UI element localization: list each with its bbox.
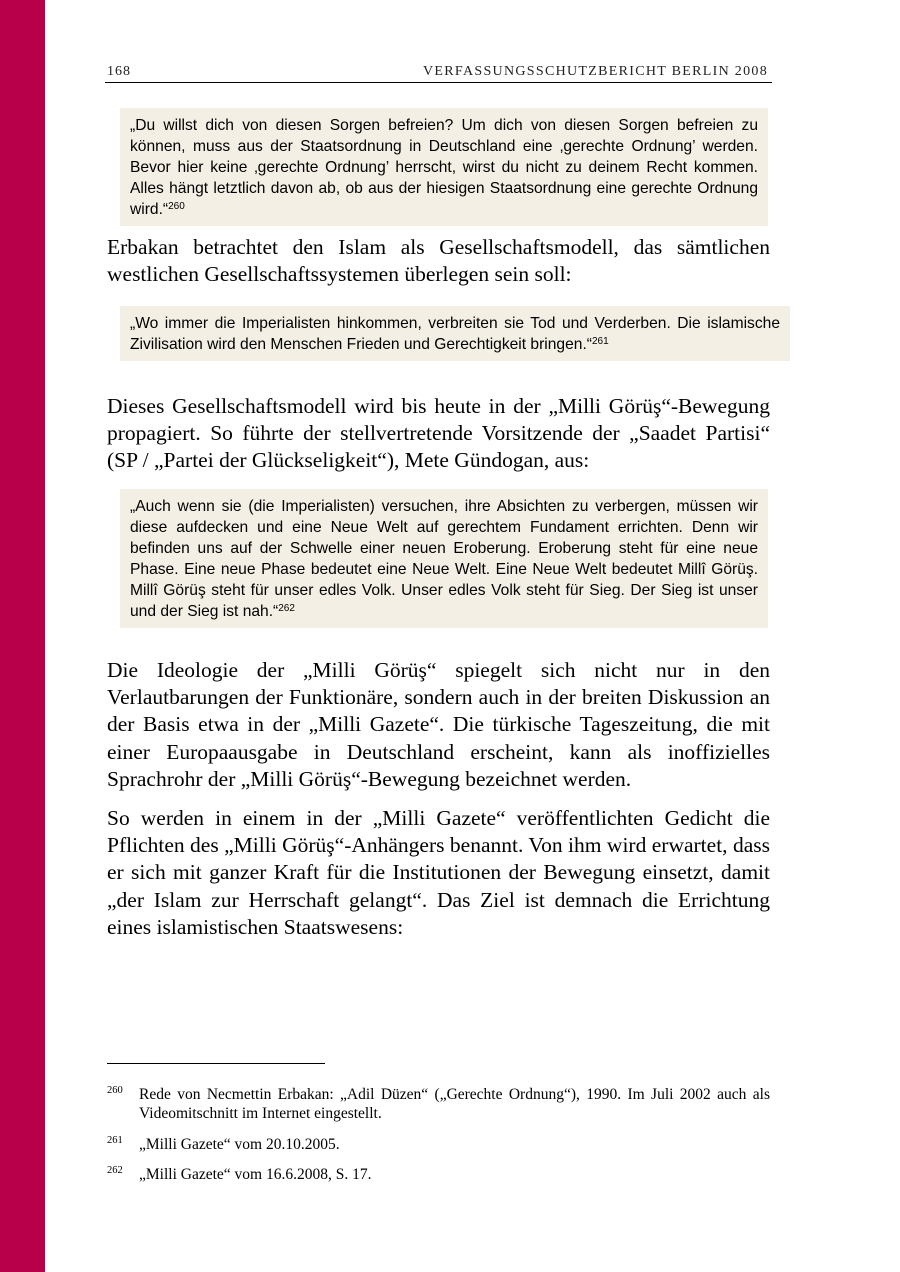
footnote-reference[interactable]: 262 xyxy=(278,603,295,614)
footnote-reference[interactable]: 260 xyxy=(168,201,185,212)
quote-text: „Du willst dich von diesen Sorgen befreien? Um dich von diesen Sorgen befreien zu können, muss aus der Staatsordnung in Deutschland eine ‚gerechte Ordnung’ werden. Bevor hier keine ‚gerechte Ordnung’ herrscht, wirst du nicht zu deinem Recht kommen. Alles hängt letztlich davon ab, ob aus der hiesigen Staatsordnung eine gerechte Ordnung wird.“ xyxy=(130,117,758,218)
footnote-number: 262 xyxy=(107,1165,123,1176)
quote-box-262 xyxy=(120,489,768,628)
footnote-number: 260 xyxy=(107,1085,123,1096)
footnote-260 xyxy=(107,1085,770,1123)
running-header-title: VERFASSUNGSSCHUTZBERICHT BERLIN 2008 xyxy=(423,64,768,79)
page-number: 168 xyxy=(107,64,131,79)
footnote-text: „Milli Gazete“ vom 16.6.2008, S. 17. xyxy=(139,1166,372,1183)
header-rule xyxy=(105,82,772,83)
body-paragraph: Erbakan betrachtet den Islam als Gesellschaftsmodell, das sämtlichen westlichen Gesellschaftssystemen überlegen sein soll: xyxy=(107,235,770,287)
footnote-number: 261 xyxy=(107,1135,123,1146)
body-paragraph: Die Ideologie der „Milli Görüş“ spiegelt sich nicht nur in den Verlautbarungen der Funktionäre, sondern auch in der breiten Diskussion an der Basis etwa in der „Milli Gazete“. Die türkische Tageszeitung, die mit einer Europaausgabe in Deutschland erscheint, kann als inoffizielles Sprachrohr der „Milli Görüş“-Bewegung bezeichnet werden. xyxy=(107,658,770,791)
footnote-261 xyxy=(107,1135,770,1154)
footnote-text: Rede von Necmettin Erbakan: „Adil Düzen“ („Gerechte Ordnung“), 1990. Im Juli 2002 auch als Videomitschnitt im Internet eingestellt. xyxy=(139,1086,770,1122)
body-paragraph: Dieses Gesellschaftsmodell wird bis heute in der „Milli Görüş“-Bewegung propagiert. So führte der stellvertretende Vorsitzende der „Saadet Partisi“ (SP / „Partei der Glückseligkeit“), Mete Gündogan, aus: xyxy=(107,394,770,473)
footnote-text: „Milli Gazete“ vom 20.10.2005. xyxy=(139,1136,340,1153)
quote-text: „Wo immer die Imperialisten hinkommen, verbreiten sie Tod und Verderben. Die islamische Zivilisation wird den Menschen Frieden und Gerechtigkeit bringen.“ xyxy=(130,315,780,353)
quote-box-261 xyxy=(120,306,790,361)
footnote-reference[interactable]: 261 xyxy=(591,336,609,347)
body-paragraph: So werden in einem in der „Milli Gazete“ veröffentlichten Gedicht die Pflichten des „Milli Görüş“-Anhängers benannt. Von ihm wird erwartet, dass er sich mit ganzer Kraft für die Institutionen der Bewegung einsetzt, damit „der Islam zur Herrschaft gelangt“. Das Ziel ist demnach die Errichtung eines islamistischen Staatswesens: xyxy=(107,806,770,939)
footnote-separator xyxy=(107,1063,325,1064)
quote-box-260 xyxy=(120,108,768,226)
footnote-262 xyxy=(107,1165,770,1184)
quote-text: „Auch wenn sie (die Imperialisten) versuchen, ihre Absichten zu verbergen, müssen wir diese aufdecken und eine Neue Welt auf gerechtem Fundament errichten. Denn wir befinden uns auf der Schwelle einer neuen Eroberung. Eroberung steht für eine neue Phase. Eine neue Phase bedeutet eine Neue Welt. Eine Neue Welt bedeutet Millî Görüş. Millî Görüş steht für unser edles Volk. Unser edles Volk steht für Sieg. Der Sieg ist unser und der Sieg ist nah.“ xyxy=(130,498,758,620)
